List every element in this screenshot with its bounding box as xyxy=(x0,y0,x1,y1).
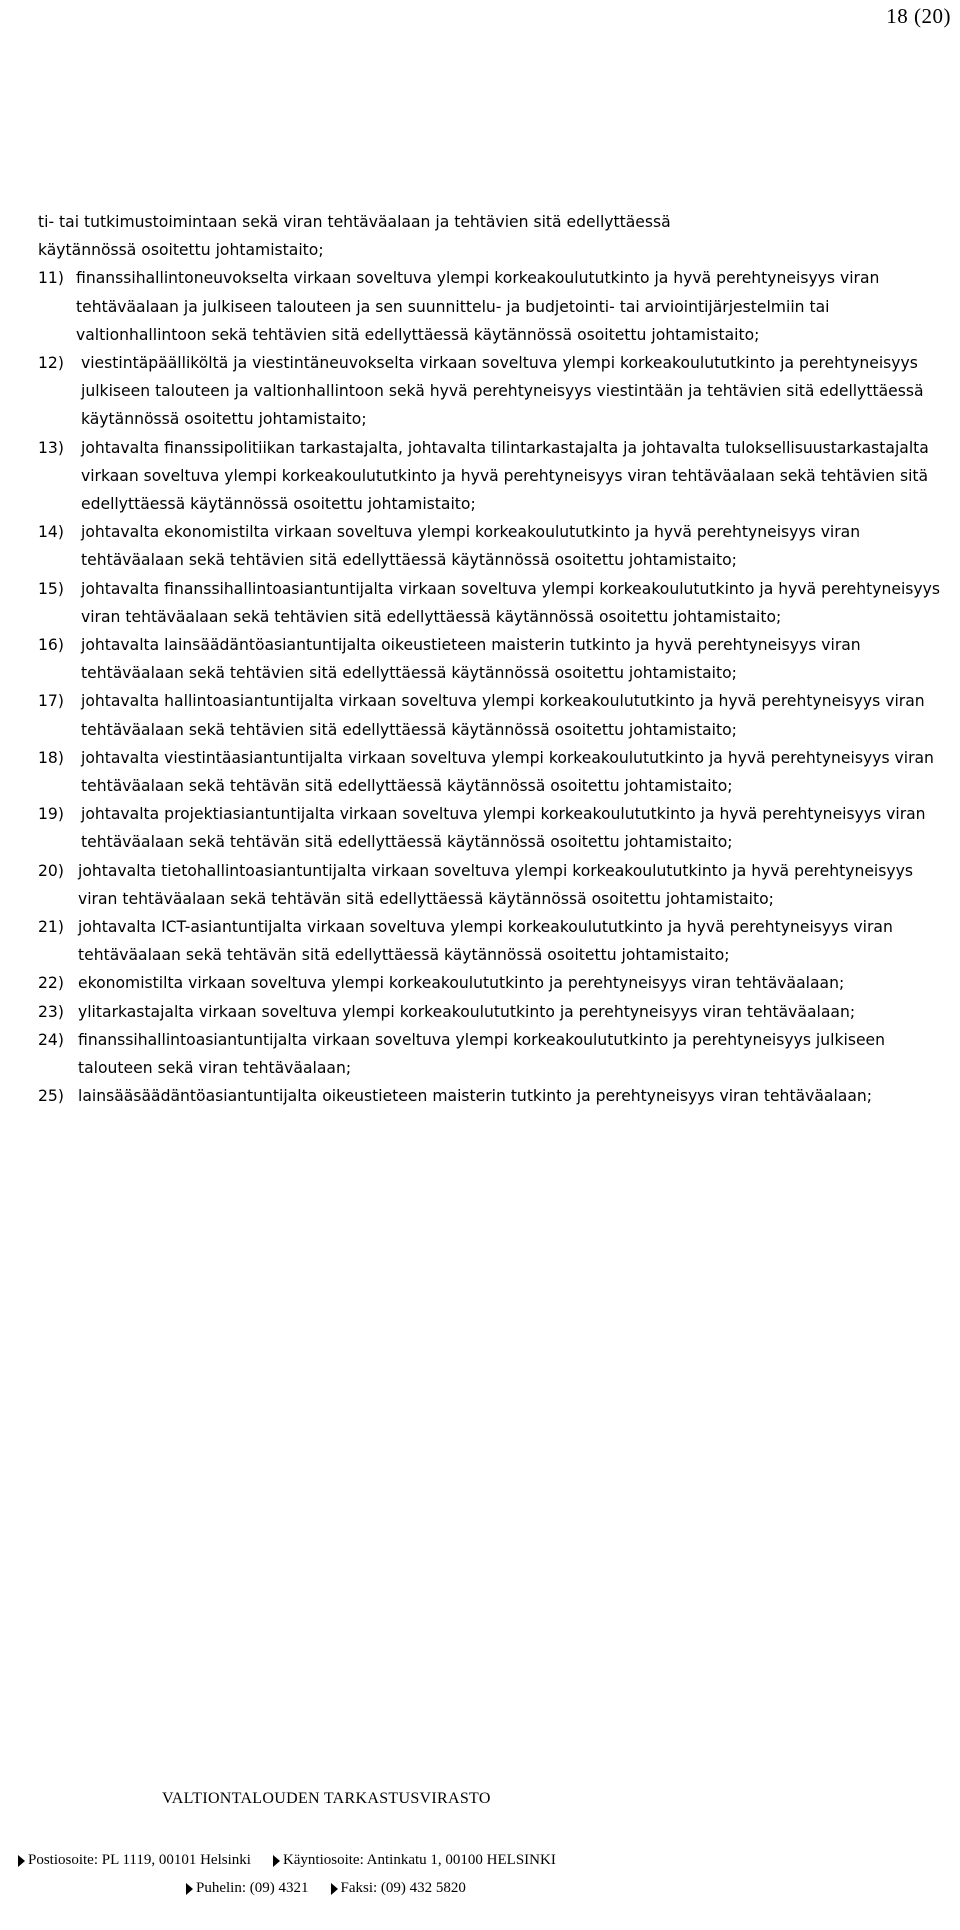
footer-organization: VALTIONTALOUDEN TARKASTUSVIRASTO xyxy=(162,1790,491,1807)
footer-address-line xyxy=(18,1852,556,1869)
triangle-right-icon xyxy=(18,1855,25,1867)
item-text: ylitarkastajalta virkaan soveltuva ylempi korkeakoulututkinto ja perehtyneisyys viran tehtäväalaan; xyxy=(78,1002,856,1021)
item-text: johtavalta ekonomistilta virkaan soveltuva ylempi korkeakoulututkinto ja hyvä perehtyneisyys viran tehtäväalaan sekä tehtävien sitä edellyttäessä käytännössä osoitettu johtamistaito; xyxy=(81,523,861,570)
item-number: 22) xyxy=(38,974,64,993)
list-item-19 xyxy=(38,800,940,856)
footer-contact-line xyxy=(186,1880,466,1897)
item-text: johtavalta finanssipolitiikan tarkastajalta, johtavalta tilintarkastajalta ja johtavalta tuloksellisuustarkastajalta virkaan soveltuva ylempi korkeakoulututkinto ja hyvä perehtyneisyys viran tehtäväalaan sekä tehtävien sitä edellyttäessä käytännössä osoitettu johtamistaito; xyxy=(81,438,929,514)
item-number: 25) xyxy=(38,1087,64,1106)
document-body xyxy=(38,208,940,1111)
list-item-23 xyxy=(38,998,940,1026)
triangle-right-icon xyxy=(331,1883,338,1895)
item-text: viestintäpäälliköltä ja viestintäneuvokselta virkaan soveltuva ylempi korkeakoulututkinto ja perehtyneisyys julkiseen talouteen ja valtionhallintoon sekä hyvä perehtyneisyys viestintään ja tehtävien sitä edellyttäessä käytännössä osoitettu johtamistaito; xyxy=(81,354,924,429)
page-number: 18 (20) xyxy=(886,4,951,28)
footer-postal-address: Postiosoite: PL 1119, 00101 Helsinki xyxy=(28,1852,251,1868)
list-item-15 xyxy=(38,575,940,631)
item-text: johtavalta tietohallintoasiantuntijalta virkaan soveltuva ylempi korkeakoulututkinto ja hyvä perehtyneisyys viran tehtäväalaan sekä tehtävän sitä edellyttäessä käytännössä osoitettu johtamistaito; xyxy=(78,861,913,908)
item-number: 21) xyxy=(38,918,64,937)
list-item-21 xyxy=(38,913,940,969)
triangle-right-icon xyxy=(186,1883,193,1895)
list-item-22 xyxy=(38,969,940,997)
item-text: johtavalta finanssihallintoasiantuntijalta virkaan soveltuva ylempi korkeakoulututkinto ja hyvä perehtyneisyys viran tehtäväalaan sekä tehtävien sitä edellyttäessä käytännössä osoitettu johtamistaito; xyxy=(81,579,940,626)
list-item-17 xyxy=(38,687,940,743)
item-number: 18) xyxy=(38,748,64,767)
list-item-25 xyxy=(38,1082,940,1110)
item-number: 11) xyxy=(38,269,64,288)
item-number: 19) xyxy=(38,805,64,824)
item-text: johtavalta lainsäädäntöasiantuntijalta oikeustieteen maisterin tutkinto ja hyvä perehtyneisyys viran tehtäväalaan sekä tehtävien sitä edellyttäessä käytännössä osoitettu johtamistaito; xyxy=(81,636,861,683)
intro-paragraph xyxy=(38,208,940,264)
item-number: 13) xyxy=(38,438,64,457)
list-item-16 xyxy=(38,631,940,687)
triangle-right-icon xyxy=(273,1855,280,1867)
list-item-13 xyxy=(38,434,940,519)
item-number: 15) xyxy=(38,579,64,598)
item-number: 20) xyxy=(38,861,64,880)
item-number: 12) xyxy=(38,354,64,373)
list-item-14 xyxy=(38,518,940,574)
item-text: lainsääsäädäntöasiantuntijalta oikeustieteen maisterin tutkinto ja perehtyneisyys viran tehtäväalaan; xyxy=(78,1087,873,1106)
item-text: johtavalta projektiasiantuntijalta virkaan soveltuva ylempi korkeakoulututkinto ja hyvä perehtyneisyys viran tehtäväalaan sekä tehtävän sitä edellyttäessä käytännössä osoitettu johtamistaito; xyxy=(81,805,926,852)
intro-line-1: ti- tai tutkimustoimintaan sekä viran tehtäväalaan ja tehtävien sitä edellyttäessä xyxy=(38,213,671,231)
footer-visiting-address: Käyntiosoite: Antinkatu 1, 00100 HELSINKI xyxy=(282,1852,556,1868)
item-text: johtavalta ICT-asiantuntijalta virkaan soveltuva ylempi korkeakoulututkinto ja hyvä perehtyneisyys viran tehtäväalaan sekä tehtävän sitä edellyttäessä käytännössä osoitettu johtamistaito; xyxy=(78,918,893,965)
item-text: finanssihallintoasiantuntijalta virkaan soveltuva ylempi korkeakoulututkinto ja perehtyneisyys julkiseen talouteen sekä viran tehtäväalaan; xyxy=(78,1030,886,1078)
item-number: 14) xyxy=(38,523,64,542)
list-item-18 xyxy=(38,744,940,800)
item-text: johtavalta viestintäasiantuntijalta virkaan soveltuva ylempi korkeakoulututkinto ja hyvä perehtyneisyys viran tehtäväalaan sekä tehtävän sitä edellyttäessä käytännössä osoitettu johtamistaito; xyxy=(81,748,934,796)
intro-line-2: käytännössä osoitettu johtamistaito; xyxy=(38,241,324,260)
list-item-12 xyxy=(38,349,940,434)
item-number: 23) xyxy=(38,1002,64,1021)
item-number: 16) xyxy=(38,636,64,655)
item-text: ekonomistilta virkaan soveltuva ylempi korkeakoulututkinto ja perehtyneisyys viran tehtäväalaan; xyxy=(78,974,845,993)
item-text: johtavalta hallintoasiantuntijalta virkaan soveltuva ylempi korkeakoulututkinto ja hyvä perehtyneisyys viran tehtäväalaan sekä tehtävien sitä edellyttäessä käytännössä osoitettu johtamistaito; xyxy=(81,692,925,739)
list-item-24 xyxy=(38,1026,940,1082)
list-item-11 xyxy=(38,264,940,349)
footer-phone: Puhelin: (09) 4321 xyxy=(196,1880,309,1896)
list-item-20 xyxy=(38,857,940,913)
footer-fax: Faksi: (09) 432 5820 xyxy=(340,1880,466,1896)
item-text: finanssihallintoneuvokselta virkaan soveltuva ylempi korkeakoulututkinto ja hyvä perehtyneisyys viran tehtäväalaan ja julkiseen talouteen ja sen suunnittelu- ja budjetointi- tai arviointijärjestelmiin tai valtionhallintoon sekä tehtävien sitä edellyttäessä käytännössä osoitettu johtamistaito; xyxy=(76,269,880,344)
item-number: 17) xyxy=(38,692,64,711)
item-number: 24) xyxy=(38,1030,64,1049)
